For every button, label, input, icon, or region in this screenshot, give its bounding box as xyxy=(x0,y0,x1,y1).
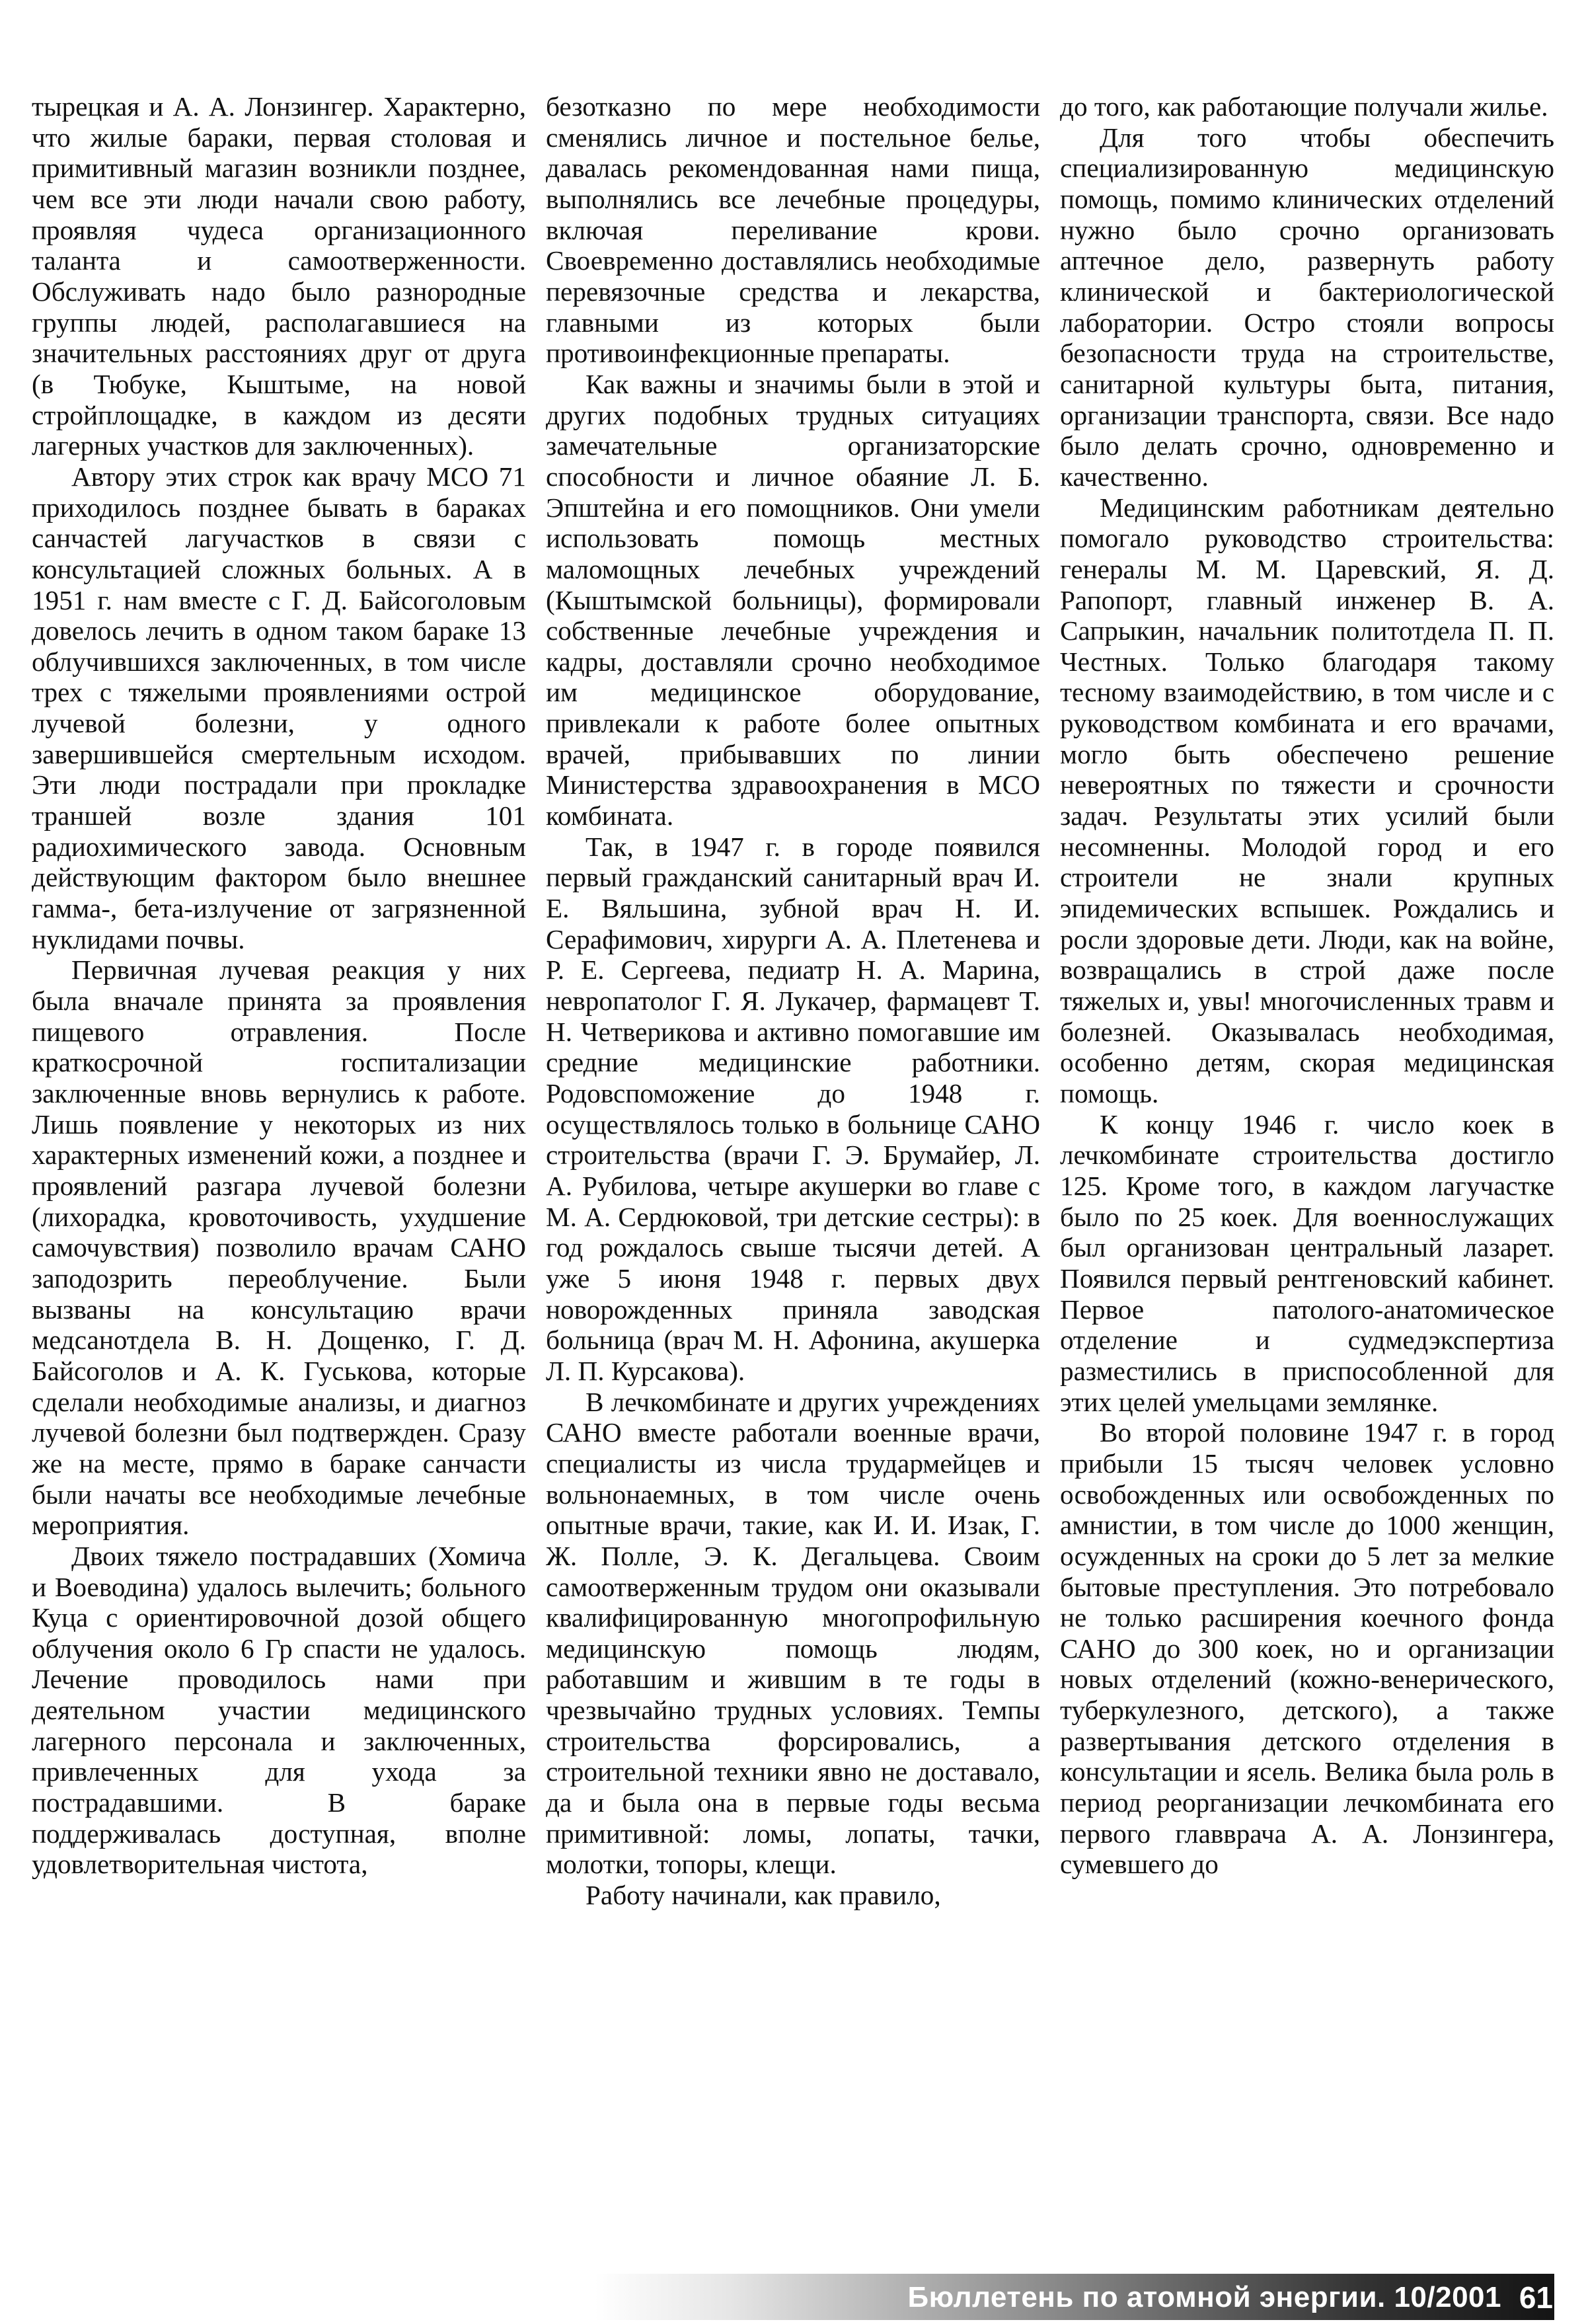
paragraph: Во второй половине 1947 г. в город прибыли 15 тысяч человек условно освобожденных или освобожденных по амнистии, в том числе до 1000 женщин, осужденных на сроки до 5 лет за мелкие бытовые преступления. Это потребовало не только расширения коечного фонда САНО до 300 коек, но и организации новых отделений (кожно-венерического, туберкулезного, детского), а также развертывания детского отделения в консультации и ясель. Велика была роль в период реорганизации лечкомбината его первого главврача А. А. Лонзингера, сумевшего до xyxy=(1060,1417,1554,1880)
paragraph: безотказно по мере необходимости сменялись личное и постельное белье, давалась рекомендованная нами пища, выполнялись все лечебные процедуры, включая переливание крови. Своевременно доставлялись необходимые перевязочные средства и лекарства, главными из которых были противоинфекционные препараты. xyxy=(546,91,1040,369)
column-3 xyxy=(1060,91,1554,2266)
paragraph: Двоих тяжело пострадавших (Хомича и Воеводина) удалось вылечить; больного Куца с ориентировочной дозой общего облучения около 6 Гр спасти не удалось. Лечение проводилось нами при деятельном участии медицинского лагерного персонала и заключенных, привлеченных для ухода за пострадавшими. В бараке поддерживалась доступная, вполне удовлетворительная чистота, xyxy=(32,1540,526,1880)
paragraph: Первичная лучевая реакция у них была вначале принята за проявления пищевого отравления. После краткосрочной госпитализации заключенные вновь вернулись к работе. Лишь появление у некоторых из них характерных изменений кожи, а позднее и проявлений разгара лучевой болезни (лихорадка, кровоточивость, ухудшение самочувствия) позволило врачам САНО заподозрить переоблучение. Были вызваны на консультацию врачи медсанотдела В. Н. Дощенко, Г. Д. Байсоголов и А. К. Гуськова, которые сделали необходимые анализы, и диагноз лучевой болезни был подтвержден. Сразу же на месте, прямо в бараке санчасти были начаты все необходимые лечебные мероприятия. xyxy=(32,954,526,1541)
text-columns xyxy=(32,91,1554,2266)
paragraph: тырецкая и А. А. Лонзингер. Характерно, что жилые бараки, первая столовая и примитивный магазин возникли позднее, чем все эти люди начали свою работу, проявляя чудеса организационного таланта и самоотверженности. Обслуживать надо было разнородные группы людей, располагавшиеся на значительных расстояниях друг от друга (в Тюбуке, Кыштыме, на новой стройплощадке, в каждом из десяти лагерных участков для заключенных). xyxy=(32,91,526,461)
paragraph: В лечкомбинате и других учреждениях САНО вместе работали военные врачи, специалисты из числа трудармейцев и вольнонаемных, в том числе очень опытные врачи, такие, как И. И. Изак, Г. Ж. Полле, Э. К. Дегальцева. Своим самоотверженным трудом они оказывали квалифицированную многопрофильную медицинскую помощь людям, работавшим и жившим в те годы в чрезвычайно трудных условиях. Темпы строительства форсировались, а строительной техники явно не доставало, да и была она в первые годы весьма примитивной: ломы, лопаты, тачки, молотки, топоры, клещи. xyxy=(546,1386,1040,1880)
paragraph: Работу начинали, как правило, xyxy=(585,1880,941,1911)
paragraph: Медицинским работникам деятельно помогало руководство строительства: генералы М. М. Царевский, Я. Д. Рапопорт, главный инженер В. А. Сапрыкин, начальник политотдела П. П. Честных. Только благодаря такому тесному взаимодействию, в том числе и с руководством комбината и его врачами, могло быть обеспечено решение невероятных по тяжести и срочности задач. Результаты этих усилий были несомненны. Молодой город и его строители не знали крупных эпидемических вспышек. Рождались и росли здоровые дети. Люди, как на войне, возвращались в строй даже после тяжелых и, увы! многочисленных травм и болезней. Оказывалась необходимая, особенно детям, скорая медицинская помощь. xyxy=(1060,492,1554,1108)
journal-footer: Бюллетень по атомной энергии. 10/2001 xyxy=(907,2281,1501,2313)
paragraph: до того, как работающие получали жилье. xyxy=(1060,91,1548,122)
paragraph: К концу 1946 г. число коек в лечкомбинате строительства достигло 125. Кроме того, в каждом лагучастке было по 25 коек. Для военнослужащих был организован центральный лазарет. Появился первый рентгеновский кабинет. Первое патолого-анатомическое отделение и судмедэкспертиза разместились в приспособленной для этих целей умельцами землянке. xyxy=(1060,1108,1554,1417)
page-number: 61 xyxy=(1519,2280,1553,2315)
column-1 xyxy=(32,91,526,2266)
paragraph: Как важны и значимы были в этой и других подобных трудных ситуациях замечательные организаторские способности и личное обаяние Л. Б. Эпштейна и его помощников. Они умели использовать помощь местных маломощных лечебных учреждений (Кыштымской больницы), формировали собственные лечебные учреждения и кадры, доставляли срочно необходимое им медицинское оборудование, привлекали к работе более опытных врачей, прибывавших по линии Министерства здравоохранения в МСО комбината. xyxy=(546,368,1040,832)
paragraph: Так, в 1947 г. в городе появился первый гражданский санитарный врач И. Е. Вяльшина, зубной врач Н. И. Серафимович, хирурги А. А. Плетенева и Р. Е. Сергеева, педиатр Н. А. Марина, невропатолог Г. Я. Лукачер, фармацевт Т. Н. Четверикова и активно помогавшие им средние медицинские работники. Родовспоможение до 1948 г. осуществлялось только в больнице САНО строительства (врачи Г. Э. Брумайер, Л. А. Рубилова, четыре акушерки во главе с М. А. Сердюковой, три детские сестры): в год рождалось свыше тысячи детей. А уже 5 июня 1948 г. первых двух новорожденных приняла заводская больница (врач М. Н. Афонина, акушерка Л. П. Курсакова). xyxy=(546,831,1040,1386)
paragraph: Для того чтобы обеспечить специализированную медицинскую помощь, помимо клинических отделений нужно было срочно организовать аптечное дело, развернуть работу клинической и бактериологической лаборатории. Остро стояли вопросы безопасности труда на строительстве, санитарной культуры быта, питания, организации транспорта, связи. Все надо было делать срочно, одновременно и качественно. xyxy=(1060,122,1554,492)
paragraph: Автору этих строк как врачу МСО 71 приходилось позднее бывать в бараках санчастей лагучастков в связи с консультацией сложных больных. А в 1951 г. нам вместе с Г. Д. Байсоголовым довелось лечить в одном таком бараке 13 облучившихся заключенных, в том числе трех с тяжелыми проявлениями острой лучевой болезни, у одного завершившейся смертельным исходом. Эти люди пострадали при прокладке траншей возле здания 101 радиохимического завода. Основным действующим фактором было внешнее гамма-, бета-излучение от загрязненной нуклидами почвы. xyxy=(32,461,526,954)
column-2 xyxy=(546,91,1040,2266)
